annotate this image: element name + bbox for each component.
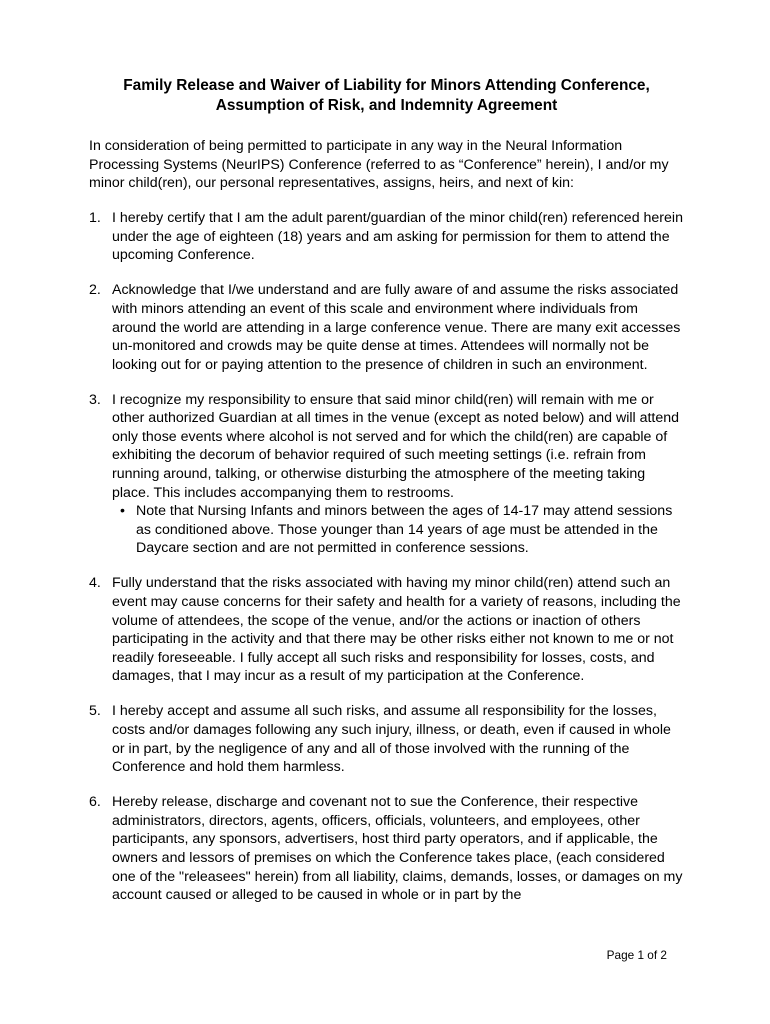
clause-number: 6.: [89, 794, 101, 811]
clause-text: I hereby certify that I am the adult parent/guardian of the minor child(ren) referenced herein under the age of eighteen (18) years and am asking for permission for them to attend the upcoming Conference.: [112, 210, 683, 264]
clause-list: [89, 209, 684, 905]
page-number: Page 1 of 2: [606, 948, 667, 962]
clause-item-6: [89, 793, 684, 905]
document-title: [89, 76, 684, 116]
clause-item-4: [89, 574, 684, 686]
clause-number: 4.: [89, 575, 101, 592]
clause-number: 2.: [89, 282, 101, 299]
clause-3-bullets: [112, 502, 684, 558]
clause-number: 5.: [89, 703, 101, 720]
bullet-item: [120, 502, 684, 558]
bullet-dot-icon: •: [120, 503, 125, 520]
clause-item-5: [89, 702, 684, 776]
clause-text: I hereby accept and assume all such risks, and assume all responsibility for the losses, costs and/or damages following any such injury, illness, or death, even if caused in whole or in part, by the negligence of any and all of those involved with the running of the Conference and hold them harmless.: [112, 703, 671, 776]
clause-text: Acknowledge that I/we understand and are fully aware of and assume the risks associated with minors attending an event of this scale and environment where individuals from around the world are attending in a large conference venue. There are many exit accesses un-monitored and crowds may be quite dense at times. Attendees will normally not be looking out for or paying attention to the presence of children in such an environment.: [112, 282, 681, 373]
title-line-1: Family Release and Waiver of Liability for Minors Attending Conference,: [123, 77, 650, 94]
bullet-text: Note that Nursing Infants and minors between the ages of 14-17 may attend sessions as conditioned above. Those younger than 14 years of age must be attended in the Daycare section and are not permitted in conference sessions.: [136, 503, 673, 557]
clause-text: Fully understand that the risks associated with having my minor child(ren) attend such an event may cause concerns for their safety and health for a variety of reasons, including the volume of attendees, the scope of the venue, and/or the actions or inaction of others participating in the activity and that there may be other risks either not known to me or not readily foreseeable. I fully accept all such risks and responsibility for losses, costs, and damages, that I may incur as a result of my participation at the Conference.: [112, 575, 681, 685]
clause-item-3: [89, 391, 684, 558]
clause-item-1: [89, 209, 684, 265]
clause-text: I recognize my responsibility to ensure that said minor child(ren) will remain with me or other authorized Guardian at all times in the venue (except as noted below) and will attend only those events where alcohol is not served and for which the child(ren) are capable of exhibiting the decorum of behavior required of such meeting settings (i.e. refrain from running around, talking, or otherwise disturbing the atmosphere of the meeting taking place. This includes accompanying them to restrooms.: [112, 391, 680, 501]
clause-number: 1.: [89, 210, 101, 227]
clause-item-2: [89, 281, 684, 374]
title-line-2: Assumption of Risk, and Indemnity Agreement: [215, 97, 558, 114]
clause-number: 3.: [89, 391, 101, 408]
intro-paragraph: In consideration of being permitted to participate in any way in the Neural Information Processing Systems (NeurIPS) Conference (referred to as “Conference” herein), I and/or my minor child(ren), our personal representatives, assigns, heirs, and next of kin:: [89, 138, 669, 192]
clause-text: Hereby release, discharge and covenant not to sue the Conference, their respective administrators, directors, agents, officers, officials, volunteers, and employees, other participants, any sponsors, advertisers, host third party operators, and if applicable, the owners and lessors of premises on which the Conference takes place, (each considered one of the "releasees" herein) from all liability, claims, demands, losses, or damages on my account caused or alleged to be caused in whole or in part by the: [112, 794, 683, 904]
